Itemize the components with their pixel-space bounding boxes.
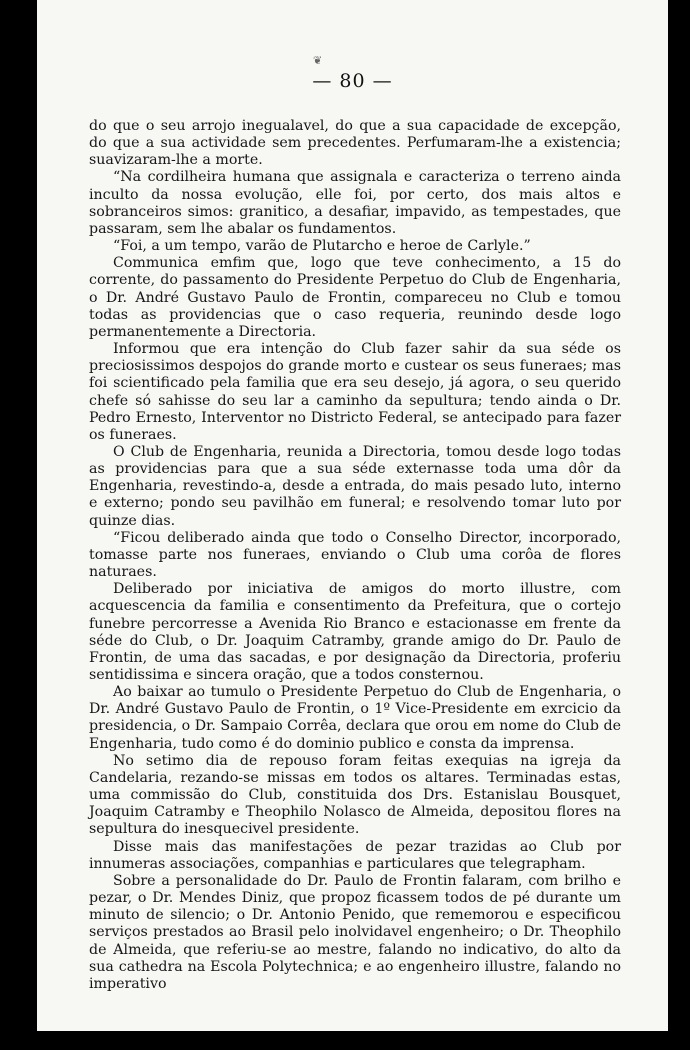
paragraph: Communica emfim que, logo que teve conhecimento, a 15 do corrente, do passamento do Presidente Perpetuo do Club de Engenharia, o Dr. André Gustavo Paulo de Frontin, compareceu no Club e tomou todas as providencias que o caso requeria, reunindo desde logo permanentemente a Directoria.: [89, 255, 621, 340]
body-text: [89, 118, 621, 993]
paragraph: “Ficou deliberado ainda que todo o Conselho Director, incorporado, tomasse parte nos funeraes, enviando o Club uma corôa de flores naturaes.: [89, 529, 621, 581]
paragraph: Ao baixar ao tumulo o Presidente Perpetuo do Club de Engenharia, o Dr. André Gustavo Paulo de Frontin, o 1º Vice-Presidente em exrcicio da presidencia, o Dr. Sampaio Corrêa, declara que orou em nome do Club de Engenharia, tudo como é do dominio publico e consta da imprensa.: [89, 684, 621, 752]
paragraph: do que o seu arrojo inegualavel, do que a sua capacidade de excepção, do que a sua actividade sem precedentes. Perfumaram-lhe a existencia; suavizaram-lhe a morte.: [89, 118, 621, 169]
scanned-page: [37, 0, 668, 1031]
paragraph: “Na cordilheira humana que assignala e caracteriza o terreno ainda inculto da nossa evolução, elle foi, por certo, dos mais altos e sobranceiros simos: granitico, a desafiar, impavido, as tempestades, que passaram, sem lhe abalar os fundamentos.: [89, 169, 621, 237]
paragraph: No setimo dia de repouso foram feitas exequias na igreja da Candelaria, rezando-se missas em todos os altares. Terminadas estas, uma commissão do Club, constituida dos Drs. Estanislau Bousquet, Joaquim Catramby e Theophilo Nolasco de Almeida, depositou flores na sepultura do inesquecivel presidente.: [89, 752, 621, 838]
paragraph: Deliberado por iniciativa de amigos do morto illustre, com acquescencia da familia e consentimento da Prefeitura, que o cortejo funebre percorresse a Avenida Rio Branco e estacionasse em frente da séde do Club, o Dr. Joaquim Catramby, grande amigo do Dr. Paulo de Frontin, de uma das sacadas, e por designação da Directoria, proferiu sentidissima e sincera oração, que a todos consternou.: [89, 581, 621, 683]
paragraph: Disse mais das manifestações de pezar trazidas ao Club por innumeras associações, companhias e particulares que telegrapham.: [89, 838, 621, 872]
paragraph: O Club de Engenharia, reunida a Directoria, tomou desde logo todas as providencias para que a sua séde externasse toda uma dôr da Engenharia, revestindo-a, desde a entrada, do mais pesado luto, interno e externo; pondo seu pavilhão em funeral; e resolvendo tomar luto por quinze dias.: [89, 443, 621, 529]
paragraph: Sobre a personalidade do Dr. Paulo de Frontin falaram, com brilho e pezar, o Dr. Mendes Diniz, que propoz ficassem todos de pé durante um minuto de silencio; o Dr. Antonio Penido, que rememorou e especificou serviços prestados ao Brasil pelo inolvidavel engenheiro; o Dr. Theophilo de Almeida, que referiu-se ao mestre, falando no indicativo, do alto da sua cathedra na Escola Polytechnica; e ao engenheiro illustre, falando no imperativo: [89, 872, 621, 992]
paragraph: “Foi, a um tempo, varão de Plutarcho e heroe de Carlyle.”: [113, 238, 531, 255]
paragraph: Informou que era intenção do Club fazer sahir da sua séde os preciosissimos despojos do grande morto e custear os seus funeraes; mas foi scientificado pela familia que era seu desejo, já agora, o seu querido chefe só sahisse do seu lar a caminho da sepultura; tendo ainda o Dr. Pedro Ernesto, Interventor no Districto Federal, se antecipado para fazer os funeraes.: [89, 341, 621, 443]
ornament-icon: ❦: [313, 54, 323, 67]
page-number: — 80 —: [312, 70, 393, 92]
